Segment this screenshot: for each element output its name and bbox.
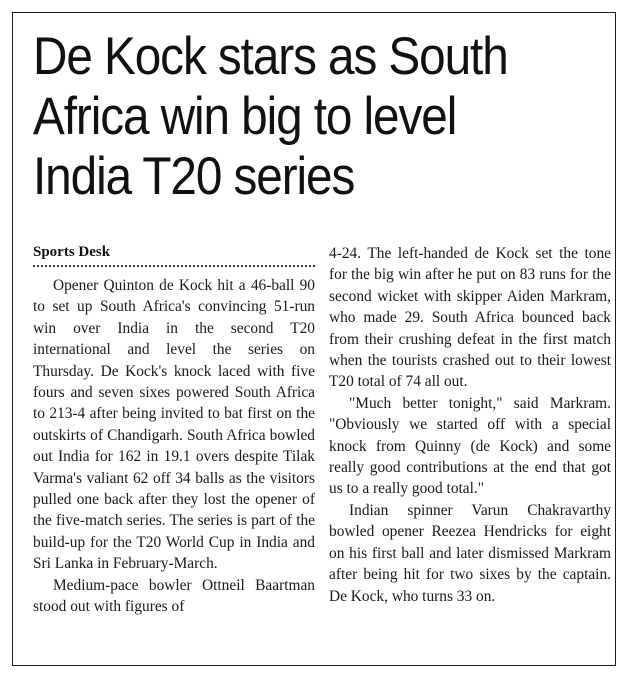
article-column-1 — [33, 275, 315, 618]
paragraph-continued: 4-24. The left-handed de Kock set the tone for the big win after he put on 83 runs for the second wicket with skipper Aiden Markram, who made 29. South Africa bounced back from their crushing defeat in the first match when the tourists crashed out to their lowest T20 total of 74 all out. — [329, 245, 611, 391]
headline-line-2: Africa win big to level — [33, 87, 457, 146]
headline-line-1: De Kock stars as South — [33, 27, 508, 86]
headline-line-3: India T20 series — [33, 147, 355, 206]
byline: Sports Desk — [33, 243, 315, 267]
paragraph: Indian spinner Varun Chakravarthy bowled opener Reezea Hendricks for eight on his first ball and later dismissed Markram after being hit for two sixes by the captain. De Kock, who turns 33 on. — [329, 501, 611, 605]
paragraph: Opener Quinton de Kock hit a 46-ball 90 to set up South Africa's convincing 51-run win over India in the second T20 international and level the series on Thursday. De Kock's knock laced with five fours and seven sixes powered South Africa to 213-4 after being invited to bat first on the outskirts of Chandigarh. South Africa bowled out India for 162 in 19.1 overs despite Tilak Varma's valiant 62 off 34 balls as the visitors pulled one back after they lost the opener of the five-match series. The series is part of the build-up for the T20 World Cup in India and Sri Lanka in February-March. — [33, 277, 315, 573]
article-frame — [12, 12, 616, 666]
headline — [33, 27, 555, 207]
article-column-2 — [329, 243, 611, 607]
paragraph: "Much better tonight," said Markram. "Obviously we started off with a special knock from Quinny (de Kock) and some really good contributions at the end that got us to a really good total." — [329, 394, 611, 498]
paragraph: Medium-pace bowler Ottneil Baartman stood out with figures of — [33, 576, 315, 616]
